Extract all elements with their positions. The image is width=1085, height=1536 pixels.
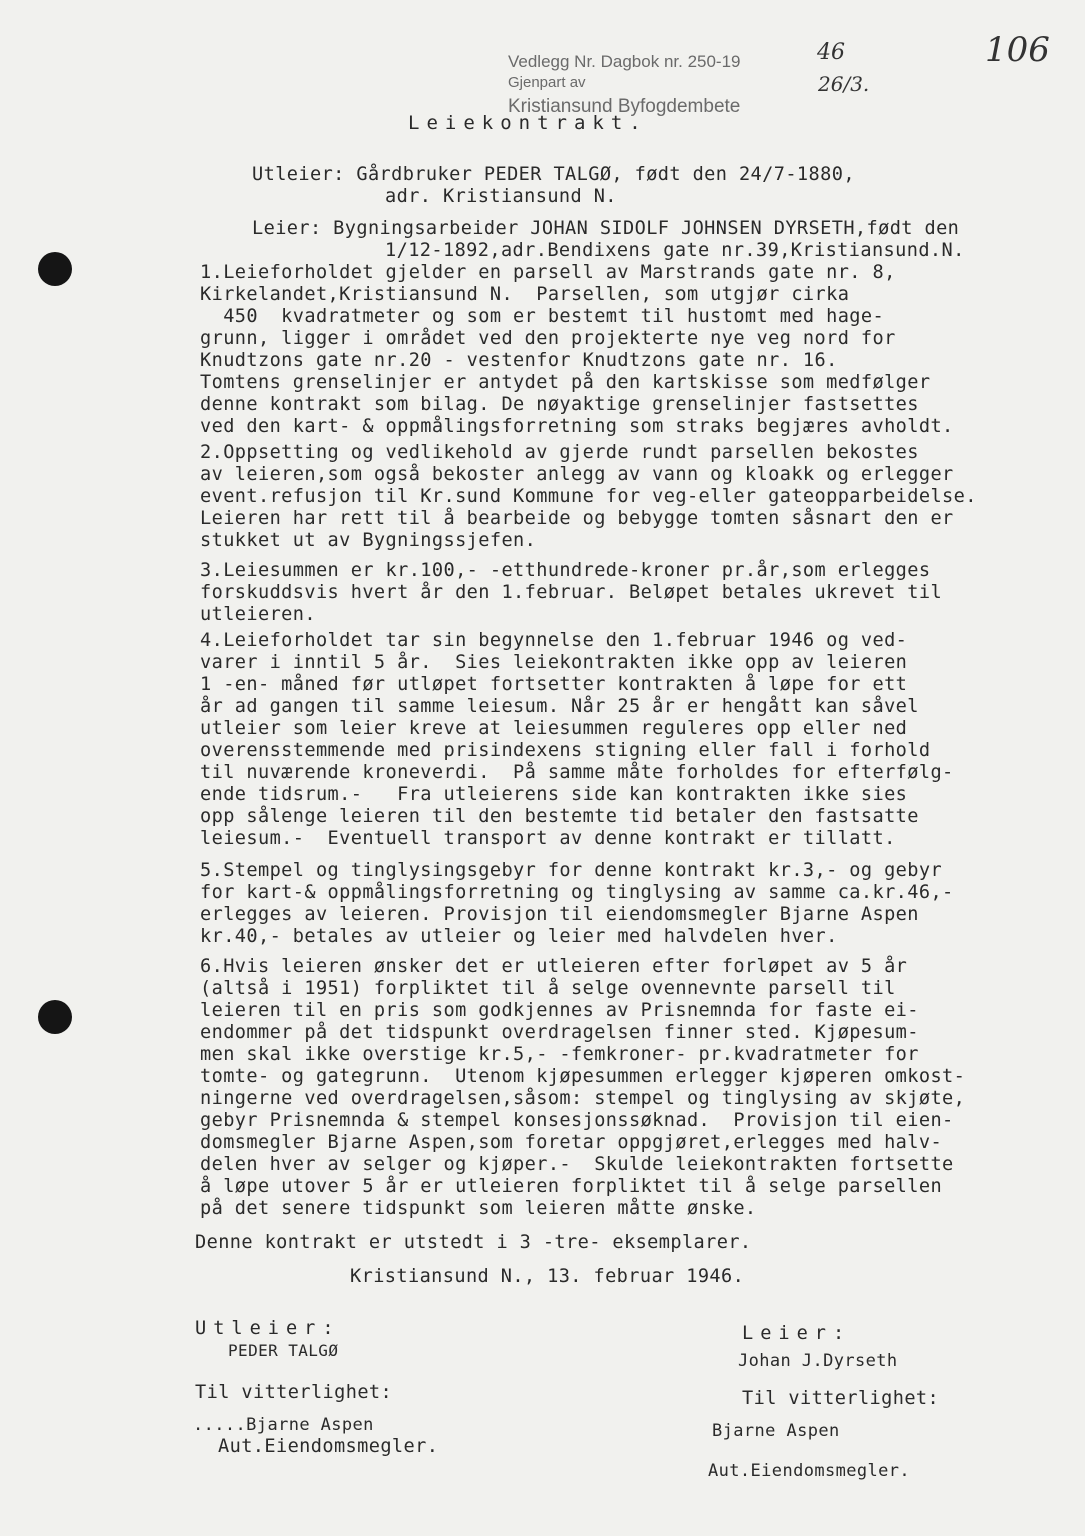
clause-line: event.refusjon til Kr.sund Kommune for veg-eller gateopparbeidelse. <box>200 486 977 507</box>
clause-line: 4.Leieforholdet tar sin begynnelse den 1.februar 1946 og ved- <box>200 630 908 651</box>
clause-line: endommer på det tidspunkt overdragelsen finner sted. Kjøpesum- <box>200 1022 919 1043</box>
page-number: 106 <box>985 30 1050 70</box>
clause-line: utleier som leier kreve at leiesummen reguleres opp eller ned <box>200 718 908 739</box>
clause-line: Leieren har rett til å bearbeide og bebygge tomten såsnart den er <box>200 508 954 529</box>
witness-title-left: Aut.Eiendomsmegler. <box>218 1436 439 1457</box>
clause-line: forskuddsvis hvert år den 1.februar. Beløpet betales ukrevet til <box>200 582 943 603</box>
clause-line: opp sålenge leieren til den bestemte tid betaler den fastsatte <box>200 806 919 827</box>
witness-title-right: Aut.Eiendomsmegler. <box>708 1461 911 1481</box>
clause-line: 5.Stempel og tinglysingsgebyr for denne kontrakt kr.3,- og gebyr <box>200 860 943 881</box>
leier-line-2: 1/12-1892,adr.Bendixens gate nr.39,Kristiansund.N. <box>385 240 965 261</box>
utleier-line-1: Utleier: Gårdbruker PEDER TALGØ, født den 24/7-1880, <box>252 164 855 185</box>
clause-line: Knudtzons gate nr.20 - vestenfor Knudtzons gate nr. 16. <box>200 350 838 371</box>
closing-line-1: Denne kontrakt er utstedt i 3 -tre- eksemplarer. <box>195 1232 752 1253</box>
clause-line: delen hver av selger og kjøper.- Skulde leiekontrakten fortsette <box>200 1154 954 1175</box>
closing-line-2: Kristiansund N., 13. februar 1946. <box>350 1266 745 1287</box>
witness-name-right: Bjarne Aspen <box>712 1421 840 1441</box>
clause-line: ved den kart- & oppmålingsforretning som straks begjæres avholdt. <box>200 416 954 437</box>
clause-line: 1.Leieforholdet gjelder en parsell av Marstrands gate nr. 8, <box>200 262 896 283</box>
stamp-line-1: Vedlegg Nr. Dagbok nr. 250-19 <box>508 52 741 71</box>
clause-line: varer i inntil 5 år. Sies leiekontrakten ikke opp av leieren <box>200 652 908 673</box>
witness-label-right: Til vitterlighet: <box>742 1388 940 1409</box>
clause-line: gebyr Prisnemnda & stempel konsesjonssøknad. Provisjon til eien- <box>200 1110 954 1131</box>
clause-line: Kirkelandet,Kristiansund N. Parsellen, som utgjør cirka <box>200 284 850 305</box>
leier-line-1: Leier: Bygningsarbeider JOHAN SIDOLF JOHNSEN DYRSETH,født den <box>252 218 960 239</box>
clause-line: overensstemmende med prisindexens stigning eller fall i forhold <box>200 740 931 761</box>
clause-line: tomte- og gategrunn. Utenom kjøpesummen erlegger kjøperen omkost- <box>200 1066 966 1087</box>
clause-line: (altså i 1951) forpliktet til å selge ovennevnte parsell til <box>200 978 896 999</box>
witness-name-left: .....Bjarne Aspen <box>193 1415 374 1435</box>
document-title: Leiekontrakt. <box>408 112 648 134</box>
stamp-year-suffix: 46 <box>817 40 845 65</box>
punch-hole-top <box>38 252 72 286</box>
clause-line: på det senere tidspunkt som leieren måtte ønske. <box>200 1198 757 1219</box>
stamp-line-2: Gjenpart av <box>508 74 586 91</box>
witness-label-left: Til vitterlighet: <box>195 1382 393 1403</box>
clause-line: utleieren. <box>200 604 316 625</box>
clause-line: men skal ikke overstige kr.5,- -femkroner- pr.kvadratmeter for <box>200 1044 919 1065</box>
clause-line: 3.Leiesummen er kr.100,- -etthundrede-kroner pr.år,som erlegges <box>200 560 931 581</box>
clause-line: kr.40,- betales av utleier og leier med halvdelen hver. <box>200 926 838 947</box>
clause-line: år ad gangen til samme leiesum. Når 25 år er hengått kan såvel <box>200 696 919 717</box>
clause-line: 2.Oppsetting og vedlikehold av gjerde rundt parsellen bekostes <box>200 442 919 463</box>
clause-line: 6.Hvis leieren ønsker det er utleieren efter forløpet av 5 år <box>200 956 908 977</box>
clause-line: ende tidsrum.- Fra utleierens side kan kontrakten ikke sies <box>200 784 908 805</box>
clause-line: leiesum.- Eventuell transport av denne kontrakt er tillatt. <box>200 828 896 849</box>
clause-line: for kart-& oppmålingsforretning og tinglysing av samme ca.kr.46,- <box>200 882 954 903</box>
clause-line: 1 -en- måned før utløpet fortsetter kontrakten å løpe for ett <box>200 674 908 695</box>
punch-hole-bottom <box>38 1000 72 1034</box>
clause-line: ningerne ved overdragelsen,såsom: stempel og tinglysing av skjøte, <box>200 1088 966 1109</box>
stamp-line-3: Kristiansund Byfogdembete <box>508 96 741 117</box>
utleier-signature-label: Utleier: <box>195 1318 341 1339</box>
leier-signature-name: Johan J.Dyrseth <box>738 1351 898 1371</box>
stamp-date: 26/3. <box>818 72 870 96</box>
clause-line: grunn, ligger i området ved den projekterte nye veg nord for <box>200 328 896 349</box>
clause-line: stukket ut av Bygningssjefen. <box>200 530 537 551</box>
clause-line: å løpe utover 5 år er utleieren forpliktet til å selge parsellen <box>200 1176 943 1197</box>
clause-line: til nuværende kroneverdi. På samme måte forholdes for efterfølg- <box>200 762 954 783</box>
clause-line: denne kontrakt som bilag. De nøyaktige grenselinjer fastsettes <box>200 394 919 415</box>
clause-line: erlegges av leieren. Provisjon til eiendomsmegler Bjarne Aspen <box>200 904 919 925</box>
clause-line: 450 kvadratmeter og som er bestemt til hustomt med hage- <box>200 306 885 327</box>
clause-line: av leieren,som også bekoster anlegg av vann og kloakk og erlegger <box>200 464 954 485</box>
leier-signature-label: Leier: <box>742 1323 852 1344</box>
utleier-signature-name: PEDER TALGØ <box>228 1341 339 1360</box>
clause-line: Tomtens grenselinjer er antydet på den kartskisse som medfølger <box>200 372 931 393</box>
utleier-line-2: adr. Kristiansund N. <box>385 186 617 207</box>
clause-line: leieren til en pris som godkjennes av Prisnemnda for faste ei- <box>200 1000 919 1021</box>
clause-line: domsmegler Bjarne Aspen,som foretar oppgjøret,erlegges med halv- <box>200 1132 943 1153</box>
